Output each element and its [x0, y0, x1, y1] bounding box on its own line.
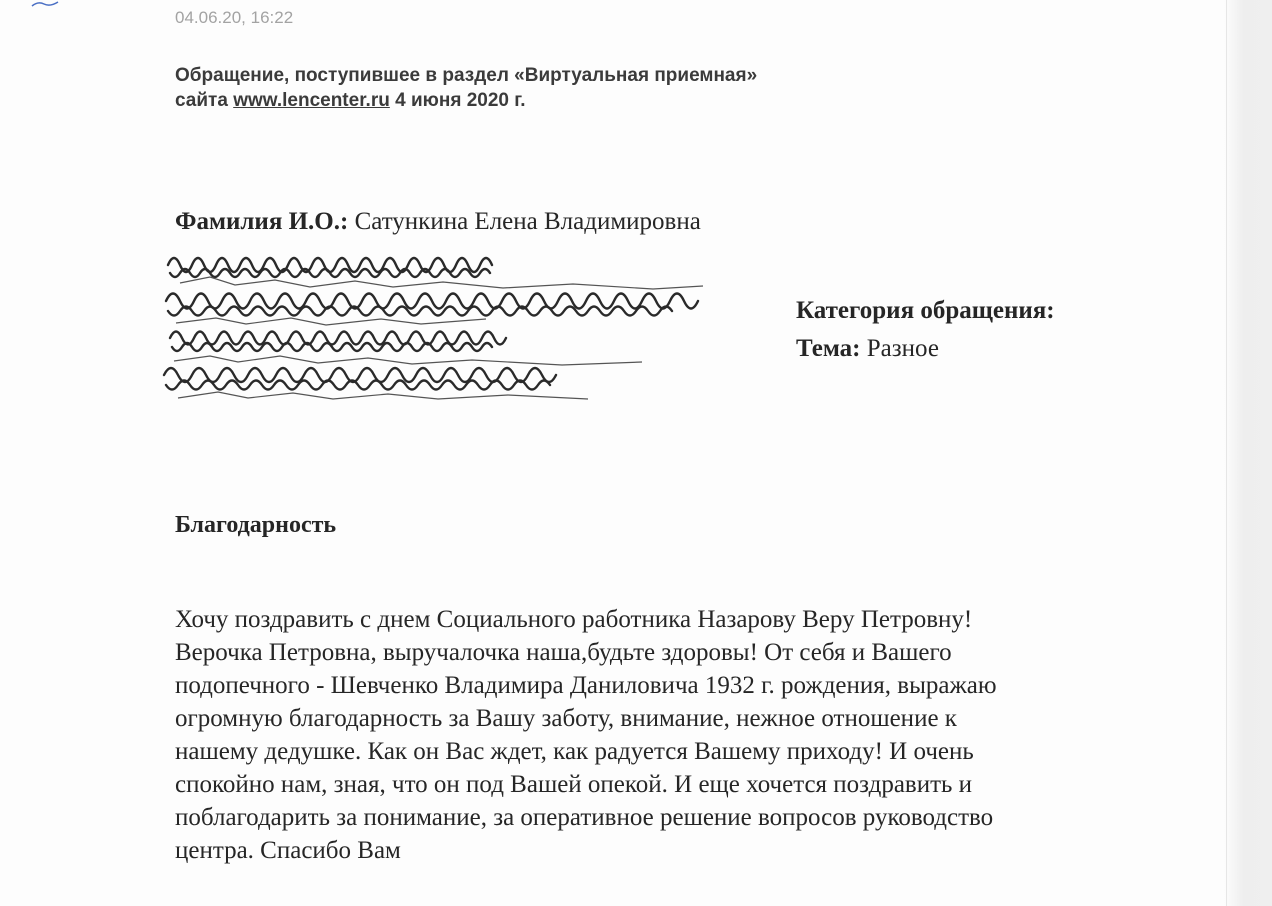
site-link[interactable]: www.lencenter.ru — [233, 90, 390, 111]
header-suffix: 4 июня 2020 г. — [389, 90, 526, 111]
category-line — [796, 292, 1055, 330]
print-timestamp: 04.06.20, 16:22 — [175, 8, 294, 27]
header-line-1: Обращение, поступившее в раздел «Виртуальная приемная» — [175, 65, 758, 86]
header-line-2 — [175, 88, 975, 113]
document-header — [175, 63, 975, 113]
message-body: Хочу поздравить с днем Социального работника Назарову Веру Петровну! Верочка Петровна, выручалочка наша,будьте здоровы! От себя и Вашего подопечного - Шевченко Владимира Даниловича 1932 г. рождения, выражаю огромную благодарность за Вашу заботу, внимание, нежное отношение к нашему дедушке. Как он Вас ждет, как радуется Вашему приходу! И очень спокойно нам, зная, что он под Вашей опекой. И еще хочется поздравить и поблагодарить за понимание, за оперативное решение вопросов руководство центра. Спасибо Вам — [175, 606, 997, 864]
header-prefix: сайта — [175, 90, 234, 111]
applicant-label: Фамилия И.О.: — [175, 208, 349, 235]
topic-label: Тема: — [796, 335, 861, 362]
pen-mark-icon — [30, 0, 60, 8]
applicant-line — [175, 208, 701, 236]
topic-value: Разное — [866, 335, 939, 362]
redacted-contact-info — [160, 243, 720, 408]
topic-line — [796, 330, 1055, 368]
category-block — [796, 292, 1055, 368]
page-edge-shadow — [1224, 0, 1272, 906]
category-label: Категория обращения: — [796, 297, 1055, 324]
applicant-name: Сатункина Елена Владимировна — [354, 208, 701, 235]
message-subject: Благодарность — [175, 512, 337, 538]
